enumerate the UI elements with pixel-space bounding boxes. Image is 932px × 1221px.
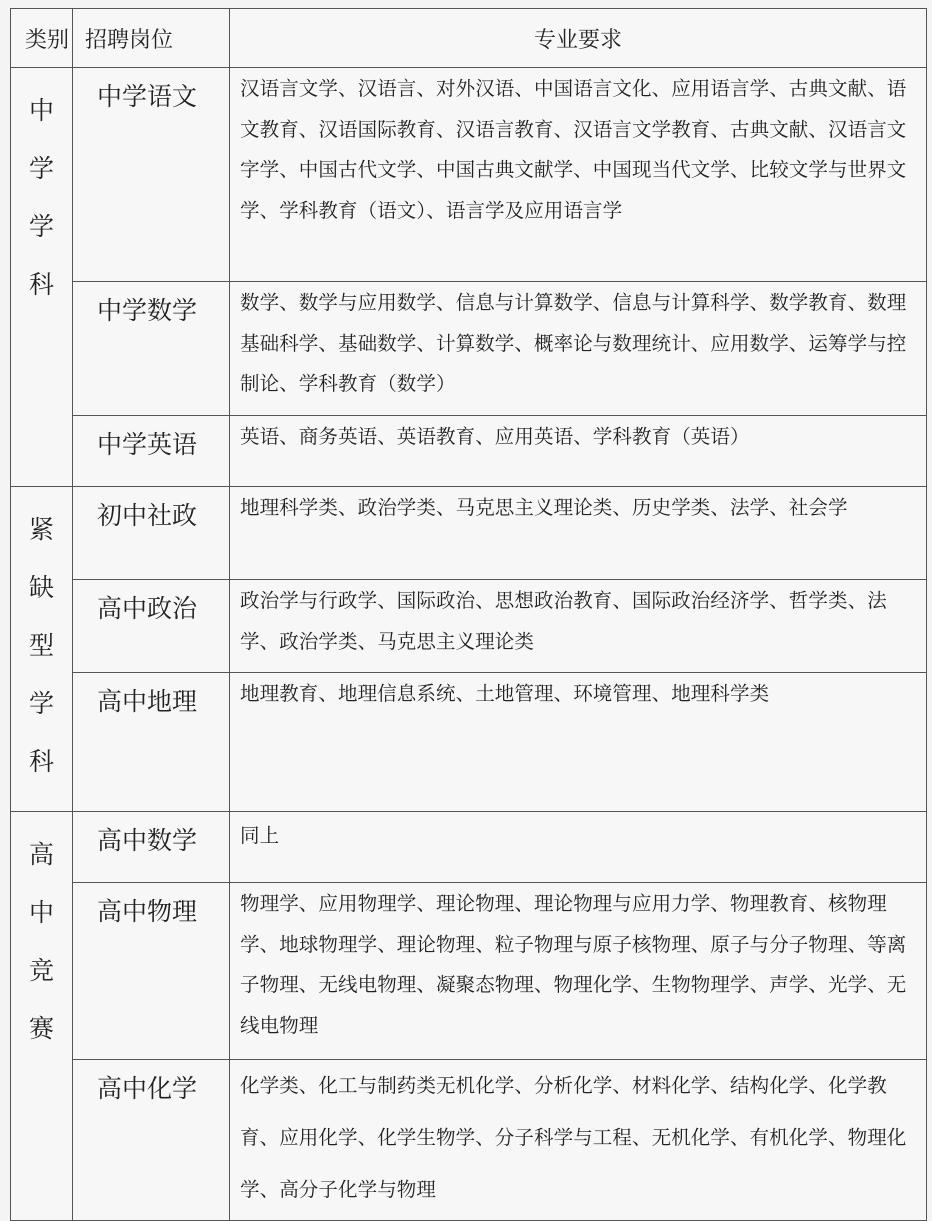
table-row xyxy=(11,416,927,487)
category-char: 竞 xyxy=(28,956,54,985)
table-header-row xyxy=(11,9,927,68)
category-char: 缺 xyxy=(28,573,54,602)
requirement-cell: 汉语言文学、汉语言、对外汉语、中国语言文化、应用语言学、古典文献、语文教育、汉语国际教育、汉语言教育、汉语言文学教育、古典文献、汉语言文字学、中国古代文学、中国古典文献学、中国现当代文学、比较文学与世界文学、学科教育（语文）、语言学及应用语言学 xyxy=(230,68,927,282)
requirement-cell: 地理教育、地理信息系统、土地管理、环境管理、地理科学类 xyxy=(230,673,927,812)
table-row xyxy=(11,580,927,673)
header-requirement: 专业要求 xyxy=(230,9,927,68)
table-row xyxy=(11,282,927,416)
category-char: 科 xyxy=(28,747,54,776)
requirement-cell: 地理科学类、政治学类、马克思主义理论类、历史学类、法学、社会学 xyxy=(230,487,927,580)
category-char: 型 xyxy=(28,631,54,660)
requirement-cell: 数学、数学与应用数学、信息与计算数学、信息与计算科学、数学教育、数理基础科学、基础数学、计算数学、概率论与数理统计、应用数学、运筹学与控制论、学科教育（数学） xyxy=(230,282,927,416)
position-cell: 中学语文 xyxy=(73,68,230,282)
category-cell-shortage-subjects xyxy=(11,487,73,812)
position-cell: 中学数学 xyxy=(73,282,230,416)
position-cell: 高中地理 xyxy=(73,673,230,812)
position-cell: 高中政治 xyxy=(73,580,230,673)
requirement-cell: 同上 xyxy=(230,812,927,883)
position-cell: 高中化学 xyxy=(73,1060,230,1221)
recruitment-requirements-table xyxy=(10,8,927,1221)
position-cell: 中学英语 xyxy=(73,416,230,487)
position-cell: 初中社政 xyxy=(73,487,230,580)
category-cell-secondary-subjects xyxy=(11,68,73,487)
requirement-cell: 化学类、化工与制药类无机化学、分析化学、材料化学、结构化学、化学教育、应用化学、化学生物学、分子科学与工程、无机化学、有机化学、物理化学、高分子化学与物理 xyxy=(230,1060,927,1221)
table-row xyxy=(11,487,927,580)
requirement-cell: 物理学、应用物理学、理论物理、理论物理与应用力学、物理教育、核物理学、地球物理学、理论物理、粒子物理与原子核物理、原子与分子物理、等离子物理、无线电物理、凝聚态物理、物理化学、生物物理学、声学、光学、无线电物理 xyxy=(230,883,927,1060)
category-char: 中 xyxy=(28,96,54,125)
requirement-cell: 政治学与行政学、国际政治、思想政治教育、国际政治经济学、哲学类、法学、政治学类、马克思主义理论类 xyxy=(230,580,927,673)
category-char: 学 xyxy=(28,689,54,718)
category-char: 中 xyxy=(28,898,54,927)
category-char: 科 xyxy=(28,270,54,299)
header-position: 招聘岗位 xyxy=(73,9,230,68)
table-row xyxy=(11,1060,927,1221)
table-row xyxy=(11,68,927,282)
recruitment-table-sheet xyxy=(10,8,926,1221)
table-row xyxy=(11,883,927,1060)
category-char: 学 xyxy=(28,212,54,241)
category-cell-high-school-competition xyxy=(11,812,73,1221)
header-category: 类别 xyxy=(11,9,73,68)
position-cell: 高中数学 xyxy=(73,812,230,883)
category-char: 赛 xyxy=(28,1014,54,1043)
table-row xyxy=(11,673,927,812)
category-char: 高 xyxy=(28,840,54,869)
position-cell: 高中物理 xyxy=(73,883,230,1060)
requirement-cell: 英语、商务英语、英语教育、应用英语、学科教育（英语） xyxy=(230,416,927,487)
category-char: 紧 xyxy=(28,515,54,544)
table-row xyxy=(11,812,927,883)
category-char: 学 xyxy=(28,154,54,183)
